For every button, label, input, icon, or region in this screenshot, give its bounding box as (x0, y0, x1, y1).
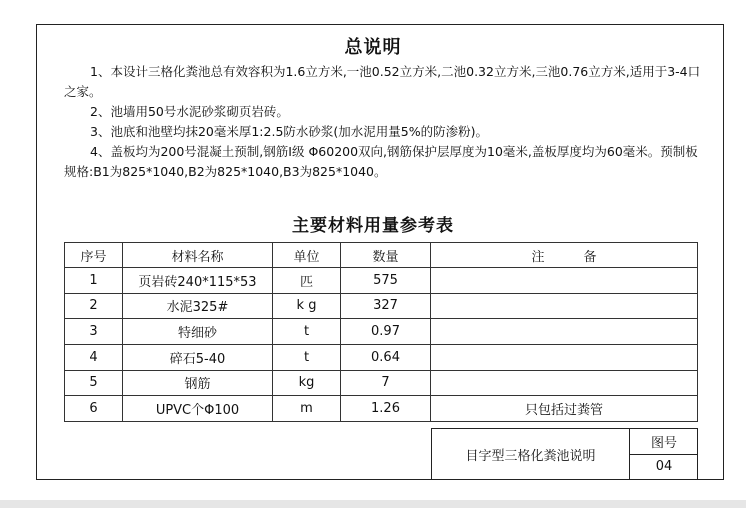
cell-quantity: 575 (341, 268, 431, 294)
cell-quantity: 1.26 (341, 396, 431, 422)
cell-remarks (431, 344, 698, 370)
notes-section (64, 62, 704, 182)
table-row (65, 268, 698, 294)
bottom-scroll-edge (0, 500, 746, 508)
cell-quantity: 0.97 (341, 319, 431, 345)
header-remarks: 注 备 (431, 243, 698, 268)
cell-quantity: 7 (341, 370, 431, 396)
cell-remarks: 只包括过粪管 (431, 396, 698, 422)
cell-material: 碎石5-40 (123, 344, 273, 370)
cell-index: 6 (65, 396, 123, 422)
header-index: 序号 (65, 243, 123, 268)
note-2: 2、池墙用50号水泥砂浆砌页岩砖。 (90, 104, 289, 119)
cell-material: 水泥325# (123, 293, 273, 319)
table-header-row (65, 243, 698, 268)
cell-index: 4 (65, 344, 123, 370)
header-unit: 单位 (273, 243, 341, 268)
cell-unit: t (273, 344, 341, 370)
header-quantity: 数量 (341, 243, 431, 268)
note-1: 1、本设计三格化粪池总有效容积为1.6立方米,一池0.52立方米,二池0.32立方米,三池0.76立方米,适用于3-4口之家。 (64, 64, 701, 99)
drawing-number: 04 (655, 459, 673, 474)
cell-unit: m (273, 396, 341, 422)
materials-table (64, 242, 698, 422)
cell-index: 1 (65, 268, 123, 294)
header-material: 材料名称 (123, 243, 273, 268)
cell-remarks (431, 293, 698, 319)
table-row (65, 396, 698, 422)
table-row (65, 344, 698, 370)
cell-remarks (431, 268, 698, 294)
cell-remarks (431, 370, 698, 396)
cell-material: UPVC个Φ100 (123, 396, 273, 422)
cell-index: 5 (65, 370, 123, 396)
table-title: 主要材料用量参考表 (292, 216, 454, 236)
note-4: 4、盖板均为200号混凝土预制,钢筋Ⅰ级 Φ60200双向,钢筋保护层厚度为10毫米,盖板厚度均为60毫米。预制板规格:B1为825*1040,B2为825*1040,B3为825*1040。 (64, 144, 698, 179)
cell-unit: k g (273, 293, 341, 319)
cell-quantity: 327 (341, 293, 431, 319)
cell-remarks (431, 319, 698, 345)
cell-unit: kg (273, 370, 341, 396)
cell-unit: t (273, 319, 341, 345)
table-row (65, 319, 698, 345)
title-block (431, 428, 698, 479)
drawing-number-label: 图号 (630, 429, 698, 455)
page-title: 总说明 (344, 37, 402, 58)
table-row (65, 293, 698, 319)
cell-material: 页岩砖240*115*53 (123, 268, 273, 294)
drawing-name: 目字型三格化粪池说明 (432, 429, 630, 480)
cell-index: 3 (65, 319, 123, 345)
cell-quantity: 0.64 (341, 344, 431, 370)
cell-material: 钢筋 (123, 370, 273, 396)
cell-unit: 匹 (273, 268, 341, 294)
note-3: 3、池底和池壁均抹20毫米厚1:2.5防水砂浆(加水泥用量5%的防渗粉)。 (90, 124, 488, 139)
cell-index: 2 (65, 293, 123, 319)
cell-material: 特细砂 (123, 319, 273, 345)
table-row (65, 370, 698, 396)
